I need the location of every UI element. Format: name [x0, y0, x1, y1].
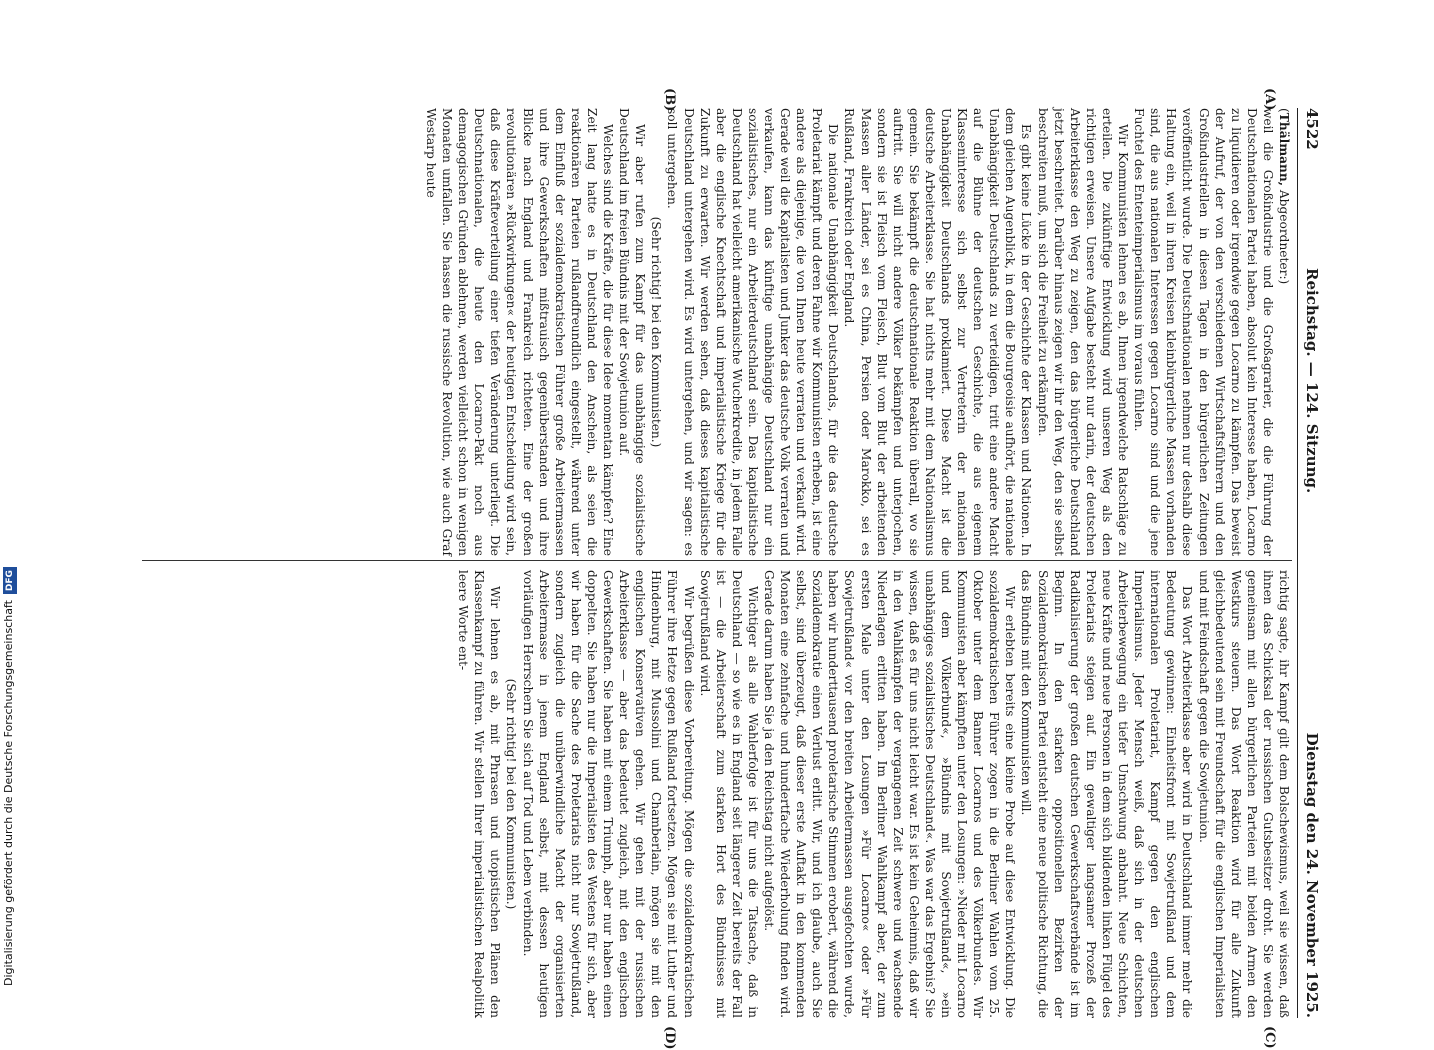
paragraph: Es gibt keine Lücke in der Geschichte der Klassen und Nationen. In dem gleichen Augenblick, in dem die Bourgeoisie aufhört, die nationale Unabhängigkeit Deutschlands zu verteidigen, tritt eine andere Macht auf die Bühne der deutschen Geschichte, die aus eigenem Klasseninteresse sich selbst zur Vertreterin der nationalen Unabhängigkeit Deutschlands proklamiert. Diese Macht ist die deutsche Arbeiterklasse. Sie hat nichts mehr mit dem Nationalismus gemein. Sie bekämpft die deutschnationale Reaktion überall, wo sie auftritt. Sie will nicht andere Völker bekämpfen und unterjochen, sondern sie ist Fleisch vom Fleisch, Blut vom Blut der arbeitenden Massen aller Länder, sei es China, Persien oder Marokko, sei es Rußland, Frankreich oder England. — [842, 108, 1034, 556]
margin-letter-c: (C) — [1262, 1026, 1277, 1049]
paragraph: Wir aber rufen zum Kampf für das unabhängige sozialistische Deutschland im freien Bündnis mit der Sowjetunion auf. — [617, 108, 648, 556]
interjection: (Sehr richtig! bei den Kommunisten.) — [649, 216, 664, 448]
session-title: Reichstag. — 124. Sitzung. — [1303, 268, 1321, 494]
speaker-name: Thälmann, — [1277, 112, 1291, 186]
paragraph: Das Wort Arbeiterklasse aber wird in Deutschland immer mehr die Bedeutung gewinnen: Einheitsfront mit Sowjetrußland und dem internationalen Proletariat, Kampf gegen den englischen Imperialismus. Jeder Mensch weiß, daß sich in der deutschen Arbeiterbewegung ein tiefer Umschwung anbahnt. Neue Schichten, neue Kräfte und neue Personen in dem sich bildenden linken Flügel des Proletariats steigen auf. Ein gewaltiger langsamer Prozeß der Radikalisierung der großen deutschen Gewerkschaftsverbände ist im Beginn. In den starken oppositionellen Bezirken der Sozialdemokratischen Partei entsteht eine neue politische Richtung, die das Bündnis mit den Kommunisten will. — [1019, 570, 1195, 1018]
paragraph: Die nationale Unabhängigkeit Deutschlands, für die das deutsche Proletariat kämpft und deren Fahne wir Kommunisten erheben, ist eine andere als diejenige, die von Ihnen heute verraten und verkauft wird. Gerade weil die Kapitalisten und Junker das deutsche Volk verraten und verkaufen, kann das künftige unabhängige Deutschland nur ein sozialistisches, nur ein Arbeiterdeutschland sein. Das kapitalistische Deutschland hat vielleicht amerikanische Wucherkredite, in jedem Falle aber die englische Knechtschaft und imperialistische Kriege für die Zukunft zu erwarten. Wir werden sehen, daß dieses kapitalistische Deutschland untergehen wird. Es wird untergehen, und wir sagen: es soll untergehen. — [665, 108, 841, 556]
margin-letter-d: (D) — [662, 1026, 677, 1050]
interjection: (Sehr richtig! bei den Kommunisten.) — [504, 678, 519, 910]
credit-text: Digitalisierung gefördert durch die Deutsche Forschungsgemeinschaft — [2, 600, 15, 986]
paragraph: Wir erlebten bereits eine kleine Probe auf diese Entwicklung. Die sozialdemokratischen Führer zogen in die Berliner Wahlen vom 25. Oktober unter dem Banner Locarnos und des Völkerbundes. Wir Kommunisten aber kämpften unter den Losungen: »Nieder mit Locarno und dem Völkerbund«, »Bündnis mit Sowjetrußland«, »ein unabhängiges sozialistisches Deutschland«. Was war das Ergebnis? Sie wissen, daß es für uns nicht leicht war. Es ist kein Geheimnis, daß wir in den Wahlkämpfen der vergangenen Zeit schwere und wachsende Niederlagen erlitten haben. Im Berliner Wahlkampf aber, der zum ersten Male unter den Losungen »Für Locarno« oder »Für Sowjetrußland« vor den breiten Arbeitermassen ausgefochten wurde, haben wir hunderttausend proletarische Stimmen erobert, während die Sozialdemokratie einen Verlust erlitt. Wir, und ich glaube, auch Sie selbst, sind überzeugt, daß dieser erste Auftakt in den kommenden Monaten eine zehnfache und hundertfache Wiederholung finden wird. Gerade darum haben Sie ja den Reichstag nicht aufgelöst. — [762, 570, 1018, 1018]
session-date: Dienstag den 24. November 1925. — [1303, 732, 1321, 1018]
page-number: 4522 — [1303, 108, 1321, 150]
paragraph: Welches sind die Kräfte, die für diese Idee momentan kämpfen? Eine Zeit lang hatte es in Deutschland den Anschein, als seien die reaktionären Parteien rußlandfreundlich eingestellt, während unter dem Einfluß der sozialdemokratischen Führer große Arbeitermassen und ihre Gewerkschaften mißtrauisch gegenüberstanden und ihre Blicke nach England und Frankreich richteten. Eine der großen revolutionären »Rückwirkungen« der heutigen Entscheidung wird sein, daß diese Kräfteverteilung einer tiefen Veränderung unterliegt. Die Deutschnationalen, die heute den Locarno-Pakt noch aus demagogischen Gründen ablehnen, werden vielleicht schon in wenigen Monaten umfallen. Sie hassen die russische Revolution, wie auch Graf Westarp heute — [424, 108, 616, 556]
paragraph: richtig sagte, ihr Kampf gilt dem Bolschewismus, weil sie wissen, daß ihnen das Schicksal der russischen Gutsbesitzer droht. Sie werden gemeinsam mit allen bürgerlichen Parteien mit beiden Armen den Westkurs steuern. Das Wort Reaktion wird für alle Zukunft gleichbedeutend sein mit Freundschaft für die englischen Imperialisten und mit Feindschaft gegen die Sowjetunion. — [1196, 570, 1291, 1018]
paragraph: weil die Großindustrie und die Großagrarier, die die Führung der Deutschnationalen Partei haben, absolut kein Interesse haben, Locarno zu liquidieren oder irgendwie gegen Locarno zu kämpfen. Das beweist der Aufruf, der von den verschiedenen Wirtschaftsführern und den Großindustriellen in diesen Tagen in den bürgerlichen Zeitungen veröffentlicht wurde. Die Deutschnationalen nehmen nur deshalb diese Haltung ein, weil in ihren Kreisen kleinbürgerliche Massen vorhanden sind, die aus nationalen Interessen gegen Locarno sind und die jene Fuchtel des Ententeimperialismus im voraus fühlen. — [1132, 108, 1275, 556]
speaker-role: Abgeordneter:) — [1277, 189, 1291, 285]
left-column — [142, 108, 1292, 556]
page-header — [1300, 108, 1322, 1018]
paragraph: Wir Kommunisten lehnen es ab, Ihnen irgendwelche Ratschläge zu erteilen. Die zukünftige Entwicklung wird unseren Weg als den richtigen erweisen. Unsere Aufgabe besteht nur darin, der deutschen Arbeiterklasse den Weg zu zeigen, den das bürgerliche Deutschland jetzt beschreitet. Darüber hinaus zeigen wir ihr den Weg, den sie selbst beschreiten muß, um sich die Freiheit zu erkämpfen. — [1035, 108, 1131, 556]
header-rule — [1297, 108, 1298, 1018]
margin-letter-a: (A) — [1262, 88, 1277, 111]
paragraph: Wir lehnen es ab, mit Phrasen und utopistischen Plänen den Klassenkampf zu führen. Wir stellen Ihrer imperialistischen Realpolitik leere Worte ent- — [456, 570, 503, 1018]
paragraph: Wichtiger als alle Wahlerfolge ist für uns die Tatsache, daß in Deutschland — so wie es in England seit längerer Zeit bereits der Fall ist — die Arbeiterschaft zum starken Hort des Bündnisses mit Sowjetrußland wird. — [697, 570, 760, 1018]
dfg-logo-badge: DFG — [3, 567, 17, 594]
paragraph: Wir begrüßen diese Vorbereitung. Mögen die sozialdemokratischen Führer ihre Hetze gegen Rußland fortsetzen. Mögen sie mit Luther und Hindenburg, mit Mussolini und Chamberlain, mögen sie mit den englischen Konservativen gehen. Wir gehen mit der russischen Arbeiterklasse — aber das bedeutet zugleich, mit den englischen Gewerkschaften. Sie haben mit einem Triumph, aber nur haben einen doppelten. Sie haben nur die Imperialisten des Westens für sich, aber wir haben für die Sache des Proletariats nicht nur Sowjetrußland, sondern zugleich die unüberwindliche Macht der organisierten Arbeitermasse in jenem England selbst, mit dessen heutigen vorläufigen Herrschern Sie sich auf Tod und Leben verbinden. — [520, 570, 696, 1018]
document-page — [132, 88, 1322, 1050]
digitization-credit — [2, 0, 16, 986]
speaker-line: (Thälmann, Abgeordneter:) — [1277, 108, 1291, 285]
margin-letter-b: (B) — [662, 88, 677, 112]
column-divider — [142, 560, 1292, 561]
right-column — [142, 570, 1292, 1018]
